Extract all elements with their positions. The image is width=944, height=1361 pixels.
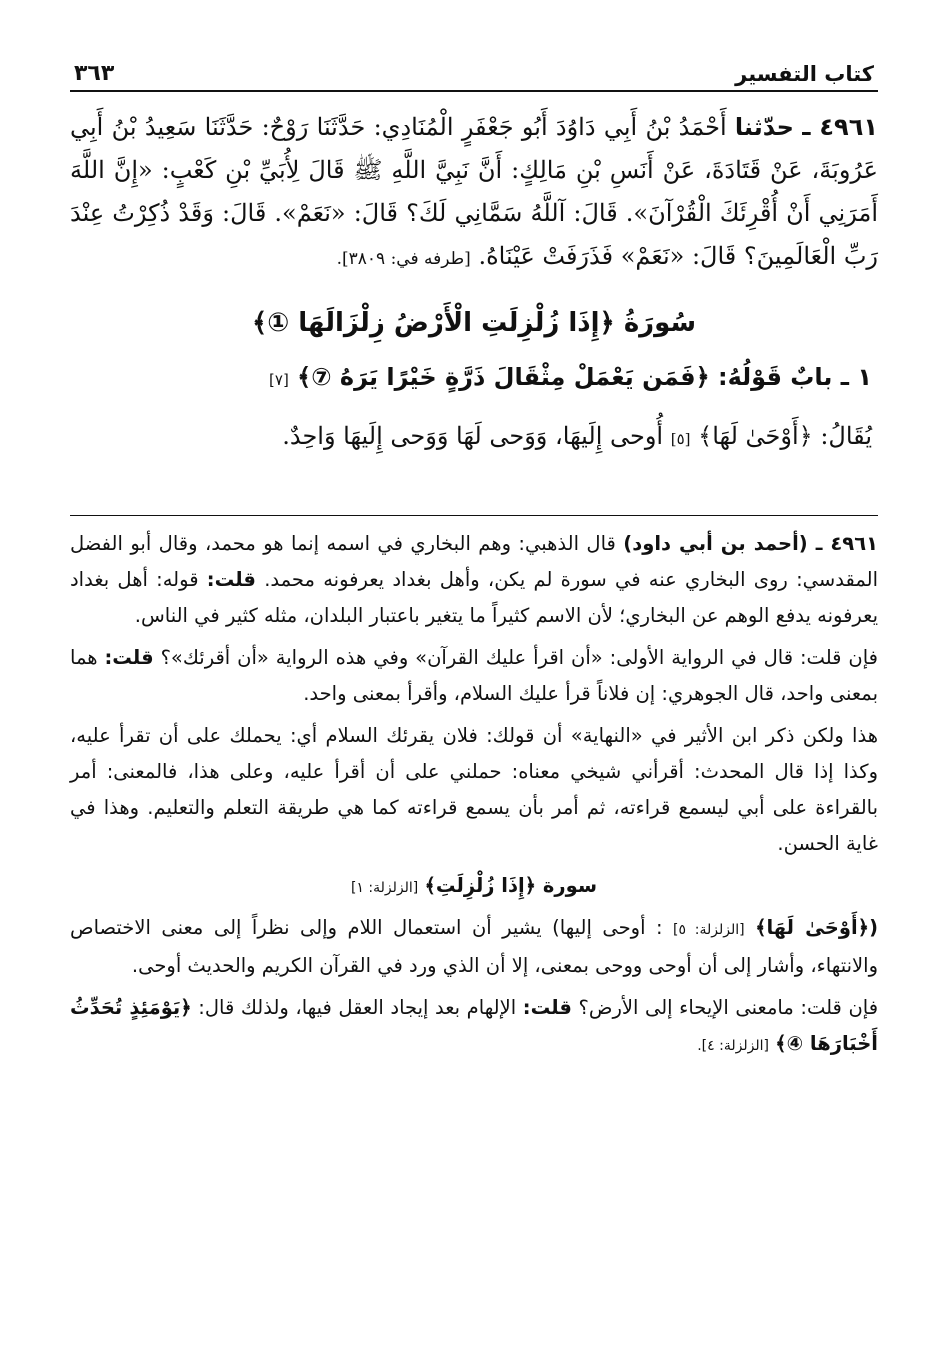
bab-verse: ﴿فَمَن يَعْمَلْ مِثْقَالَ ذَرَّةٍ خَيْرًا يَرَهُ ⑦﴾ <box>297 363 710 391</box>
commentary-text: الإلهام بعد إيجاد العقل فيها، ولذلك قال: <box>198 996 517 1019</box>
hadith-body: أَحْمَدُ بْنُ أَبِي دَاوُدَ أَبُو جَعْفَرٍ الْمُنَادِي: حَدَّثَنَا رَوْحٌ: حَدَّثَنَا سَعِيدُ بْنُ أَبِي عَرُوبَةَ، عَنْ قَتَادَةَ، عَنْ أَنَسِ بْنِ مَالِكٍ: أَنَّ نَبِيَّ اللَّهِ ﷺ قَالَ لِأُبَيِّ بْنِ كَعْبٍ: «إِنَّ اللَّهَ أَمَرَنِي أَنْ أُقْرِئَكَ الْقُرْآنَ». قَالَ: آللَّهُ سَمَّانِي لَكَ؟ قَالَ: «نَعَمْ». قَالَ: وَقَدْ ذُكِرْتُ عِنْدَ رَبِّ الْعَالَمِينَ؟ قَالَ: «نَعَمْ» فَذَرَفَتْ عَيْنَاهُ. <box>70 113 878 270</box>
commentary-lead: ٤٩٦١ ـ (أحمد بن أبي داود) <box>623 532 878 555</box>
surah-heading-text: سورة ﴿إِذَا زُلْزِلَتِ﴾ <box>424 874 598 897</box>
hadith-ref: [طرفه في: ٣٨٠٩]. <box>336 249 471 269</box>
yuqal-ref: [٥] <box>670 430 691 448</box>
commentary-surah-heading <box>70 868 878 906</box>
qult-label: قلت: <box>104 646 154 669</box>
commentary-text: فإن قلت: مامعنى الإيحاء إلى الأرض؟ <box>578 996 879 1019</box>
chapter-title: كتاب التفسير <box>735 62 874 86</box>
footnote-divider <box>70 515 878 516</box>
yuqal-line <box>70 416 878 459</box>
book-page <box>70 50 878 1321</box>
surah-verse: ﴿إِذَا زُلْزِلَتِ الْأَرْضُ زِلْزَالَهَا ①﴾ <box>251 308 615 338</box>
commentary-text: : أوحى إليها) يشير أن استعمال اللام وإلى نظراً إلى معنى الاختصاص والانتهاء، وأشار إلى أن أوحى ووحى بمعنى، إلا أن الذي ورد في القرآن الكريم والحديث أوحى. <box>70 916 878 977</box>
commentary-paragraph-5 <box>70 990 878 1064</box>
commentary-text: هذا ولكن ذكر ابن الأثير في «النهاية» أن قولك: فلان يقرئك السلام أي: يحملك على أن تقرأ عليه، وكذا إذا قال المحدث: أقرأني شيخي معناه: حملني على أن أقرأ عليه، وعلى هذا، فالمعنى: أمر بالقراءة على أبي ليسمع قراءته، ثم أمر بأن يسمع قراءته كما هي طريقة التعلم والتعليم. وهذا في غاية الحسن. <box>70 724 878 855</box>
commentary-text: هما بمعنى واحد، قال الجوهري: إن فلاناً قرأ عليك السلام، وأقرأ بمعنى واحد. <box>70 646 878 705</box>
commentary-quote: ﴿يَوْمَئِذٍ تُحَدِّثُ أَخْبَارَهَا ④﴾ <box>70 996 878 1055</box>
surah-heading-ref: [الزلزلة: ١] <box>350 880 419 896</box>
commentary-paragraph-2 <box>70 640 878 712</box>
yuqal-lead: يُقَالُ: <box>820 422 872 450</box>
bab-label: ١ ـ بابٌ قَوْلُهُ: <box>718 363 872 391</box>
yuqal-rest: أُوحى إِلَيهَا، وَوَحى لَهَا وَوَحى إِلَيهَا وَاحِدٌ. <box>282 422 664 450</box>
commentary-quote: (﴿أَوْحَىٰ لَهَا﴾ <box>755 916 878 939</box>
bab-ref: [٧] <box>269 371 289 389</box>
hadith-text <box>70 106 878 281</box>
yuqal-quote: ﴿أَوْحَىٰ لَهَا﴾ <box>698 422 813 450</box>
commentary-ref: [الزلزلة: ٤]. <box>697 1038 769 1054</box>
surah-title <box>70 303 878 343</box>
commentary-text: فإن قلت: قال في الرواية الأولى: «أن اقرأ عليك القرآن» وفي هذه الرواية «أن أقرئك»؟ <box>160 646 878 669</box>
commentary-paragraph-4 <box>70 910 878 984</box>
commentary <box>70 526 878 1064</box>
commentary-text: قال الذهبي: وهم البخاري في اسمه إنما هو محمد، وقال أبو الفضل المقدسي: روى البخاري عنه في سورة لم يكن، وأهل بغداد يعرفونه محمد. <box>70 532 878 591</box>
qult-label: قلت: <box>522 996 572 1019</box>
commentary-ref: [الزلزلة: ٥] <box>673 922 745 938</box>
surah-word: سُورَةُ <box>623 308 697 338</box>
bab-heading <box>70 357 878 400</box>
commentary-text: قوله: أهل بغداد يعرفونه يدفع الوهم عن البخاري؛ لأن الاسم كثيراً ما يتغير باعتبار البلدان، مثله كثير في الناس. <box>70 568 878 627</box>
qult-label: قلت: <box>206 568 256 591</box>
commentary-paragraph-3 <box>70 718 878 862</box>
commentary-paragraph-1 <box>70 526 878 634</box>
hadith-isnad-lead: حدّثنا <box>734 113 794 141</box>
hadith-number: ٤٩٦١ ـ <box>802 113 878 141</box>
page-number: ٣٦٣ <box>74 61 115 86</box>
page-header <box>70 50 878 92</box>
